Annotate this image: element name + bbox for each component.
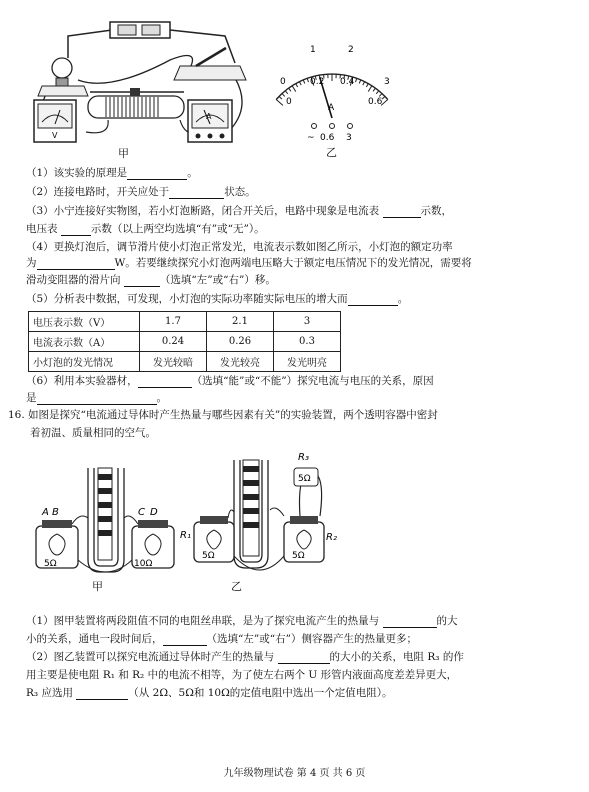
q16-number: 16. (8, 409, 25, 421)
table-cell: 电压表示数（V） (29, 312, 140, 332)
table-cell: 0.3 (274, 332, 341, 352)
q16-p2-blank-factor[interactable] (278, 652, 330, 664)
dial-tick (292, 86, 296, 92)
q16-p1-text-b: 的大 (436, 615, 458, 627)
q15-p3-text-b: 示数， (420, 205, 453, 217)
table-cell: 3 (274, 312, 341, 332)
svg-text:A: A (206, 112, 212, 121)
q15-p2-blank[interactable] (169, 187, 224, 199)
table-row (29, 332, 341, 352)
terminal-neg (312, 124, 317, 129)
q15-p6-blank-reason[interactable] (37, 393, 157, 405)
table-cell: 发光较暗 (140, 352, 207, 372)
q16-intro-line1 (8, 408, 438, 422)
terminal-label-neg: ~ (307, 133, 315, 143)
label-r3: R₃ (298, 452, 309, 463)
q15-part6-line1 (26, 374, 434, 388)
q15-p4-text-e: （选填“左”或“右”）移。 (159, 274, 276, 286)
dial-top-3: 3 (384, 77, 390, 87)
dial-tick (276, 100, 283, 106)
dial-tick (296, 84, 298, 88)
terminal-3 (348, 124, 353, 129)
q16-p1-blank-factor[interactable] (383, 616, 437, 628)
svg-text:V: V (52, 131, 58, 140)
dial-tick (285, 91, 288, 94)
q15-p4-blank-direction[interactable] (124, 275, 160, 287)
dial-bottom-0-6: 0.6 (368, 97, 383, 107)
terminal-0-6 (330, 124, 335, 129)
q16-part2-line1 (26, 650, 464, 664)
q15-p5-text-a: （5）分析表中数据，可发现，小灯泡的实际功率随实际电压的增大而 (26, 293, 348, 305)
label-r2: R₂ (326, 532, 337, 543)
dial-tick (299, 82, 301, 86)
q15-p5-blank[interactable] (348, 294, 398, 306)
dial-top-1: 1 (310, 45, 316, 55)
dial-tick (363, 82, 365, 86)
table-cell: 2.1 (207, 312, 274, 332)
q15-p6-blank-can[interactable] (138, 376, 192, 388)
table-cell: 发光明亮 (274, 352, 341, 372)
dial-tick (279, 96, 282, 99)
q15-part2 (26, 185, 256, 199)
q15-p6-text-d: 。 (156, 392, 167, 404)
q16-p2-text-b: 的大小的关系，电阻 R₃ 的作 (329, 651, 464, 663)
label-c: C (138, 507, 145, 518)
label-d: D (150, 507, 158, 518)
table-cell: 发光较亮 (207, 352, 274, 372)
q15-part4-line3 (26, 273, 276, 287)
q15-p3-blank-voltmeter[interactable] (61, 224, 91, 236)
q16-part1-line2 (26, 632, 417, 646)
dial-top-0: 0 (280, 77, 286, 87)
q16-part1-line1 (26, 614, 458, 628)
label-b: B (52, 507, 59, 518)
table-cell: 0.26 (207, 332, 274, 352)
q15-p1-text: （1）该实验的原理是 (26, 167, 128, 179)
q16-p1-text-c: 小的关系，通电一段时间后， (26, 633, 163, 645)
q16-p2-text-a: （2）图乙装置可以探究电流通过导体时产生的热量与 (26, 651, 275, 663)
q16-p1-text-d: （选填“左”或“右”）侧容器产生的热量更多； (206, 633, 417, 645)
q15-part3-line1 (26, 204, 452, 218)
q15-part4-line2 (26, 256, 472, 270)
dial-tick (366, 84, 368, 88)
q16-p1-text-a: （1）图甲装置将两段阻值不同的电阻丝串联，是为了探究电流产生的热量与 (26, 615, 380, 627)
circuit-figure-jia (20, 8, 255, 158)
dial-tick (373, 88, 375, 91)
dial-top-2: 2 (348, 45, 354, 55)
resistor-left-label: 5Ω (44, 559, 57, 569)
table-cell: 小灯泡的发光情况 (29, 352, 140, 372)
q15-p4-text-d: 滑动变阻器的滑片向 (26, 274, 121, 286)
q15-part1: （1）该实验的原理是 。 (26, 167, 198, 179)
dial-tick (382, 96, 385, 99)
dial-tick (356, 78, 357, 82)
caption-joule-yi: 乙 (231, 580, 242, 593)
q16-intro-a: 如图是探究“电流通过导体时产生热量与哪些因素有关”的实验装置，两个透明容器中密封 (28, 409, 438, 421)
ammeter-dial-figure (262, 30, 397, 155)
q15-p6-text-b: （选填“能”或“不能”）探究电流与电压的关系，原因 (191, 375, 434, 387)
dial-tick (289, 88, 291, 91)
table-cell: 0.24 (140, 332, 207, 352)
q15-part4-line1 (26, 240, 453, 254)
q15-p6-text-c: 是 (26, 392, 37, 404)
dial-tick (379, 93, 382, 96)
label-r1: R₁ (180, 530, 191, 541)
q15-p3-text-a: （3）小宁连接好实物图，若小灯泡断路，闭合开关后，电路中现象是电流表 (26, 205, 380, 217)
resistor-right-label: 10Ω (134, 559, 153, 569)
q15-p4-text-b: 为 (26, 257, 37, 269)
resistor-r3-label: 5Ω (298, 474, 311, 484)
q15-p3-text-d: 示数（以上两空均选填“有”或“无”）。 (90, 223, 265, 235)
q15-p4-text-c: W。若要继续探究小灯泡两端电压略大于额定电压情况下的发光情况，需要将 (114, 257, 472, 269)
q16-p2-text-d: R₃ 应选用 (26, 687, 73, 699)
q16-intro-line2 (30, 426, 156, 440)
caption-joule-jia: 甲 (92, 580, 103, 593)
joule-figure-jia (28, 460, 188, 595)
q15-p6-text-a: （6）利用本实验器材， (26, 375, 138, 387)
q15-p4-text-a: （4）更换灯泡后，调节滑片使小灯泡正常发光，电流表示数如图乙所示，小灯泡的额定功率 (26, 241, 453, 253)
q16-p2-blank-r3[interactable] (76, 688, 128, 700)
table-row (29, 352, 341, 372)
dial-tick (307, 78, 308, 82)
dial-bottom-0-4: 0.4 (340, 77, 355, 87)
dial-tick (282, 93, 285, 96)
q15-p2-text-b: 状态。 (224, 186, 256, 198)
dial-tick (376, 91, 379, 94)
q16-part2-line3 (26, 686, 393, 700)
q15-p3-blank-ammeter[interactable] (383, 206, 421, 218)
q16-part2-line2 (26, 668, 457, 682)
q15-data-table (28, 311, 341, 372)
q15-p2-text-a: （2）连接电路时，开关应处于 (26, 186, 170, 198)
dial-bottom-0: 0 (286, 97, 292, 107)
table-cell: 电流表示数（A） (29, 332, 140, 352)
resistor-r1-label: 5Ω (202, 551, 215, 561)
joule-figure-yi (180, 446, 350, 591)
q16-intro-b: 着初温、质量相同的空气。 (30, 427, 156, 439)
caption-figure-jia: 甲 (118, 147, 129, 160)
table-row (29, 312, 341, 332)
q15-part5 (26, 292, 408, 306)
terminal-label-0-6: 0.6 (320, 133, 335, 143)
dial-bottom-0-2: 0.2 (310, 77, 325, 87)
table-cell: 1.7 (140, 312, 207, 332)
page-footer: 九年级物理试卷 第 4 页 共 6 页 (223, 768, 366, 779)
q15-p5-text-b: 。 (397, 293, 409, 305)
dial-tick (368, 86, 372, 92)
dial-unit: A (328, 103, 335, 113)
q15-p1-blank[interactable] (127, 168, 187, 180)
q16-p2-text-e: （从 2Ω、5Ω和 10Ω的定值电阻中选出一个定值电阻）。 (128, 687, 393, 699)
terminal-label-3: 3 (346, 133, 352, 143)
q15-part3-line2 (26, 222, 265, 236)
label-a: A (42, 507, 49, 518)
q16-p1-blank-side[interactable] (163, 634, 207, 646)
resistor-r2-label: 5Ω (292, 551, 305, 561)
q15-p4-blank-power[interactable] (37, 258, 115, 270)
q15-p3-text-c: 电压表 (26, 223, 58, 235)
q15-part6-line2 (26, 391, 167, 405)
q16-p2-text-c: 用主要是使电阻 R₁ 和 R₂ 中的电流不相等，为了使左右两个 U 形管内液面高度差差异更大， (26, 669, 458, 681)
caption-figure-yi: 乙 (326, 146, 337, 159)
